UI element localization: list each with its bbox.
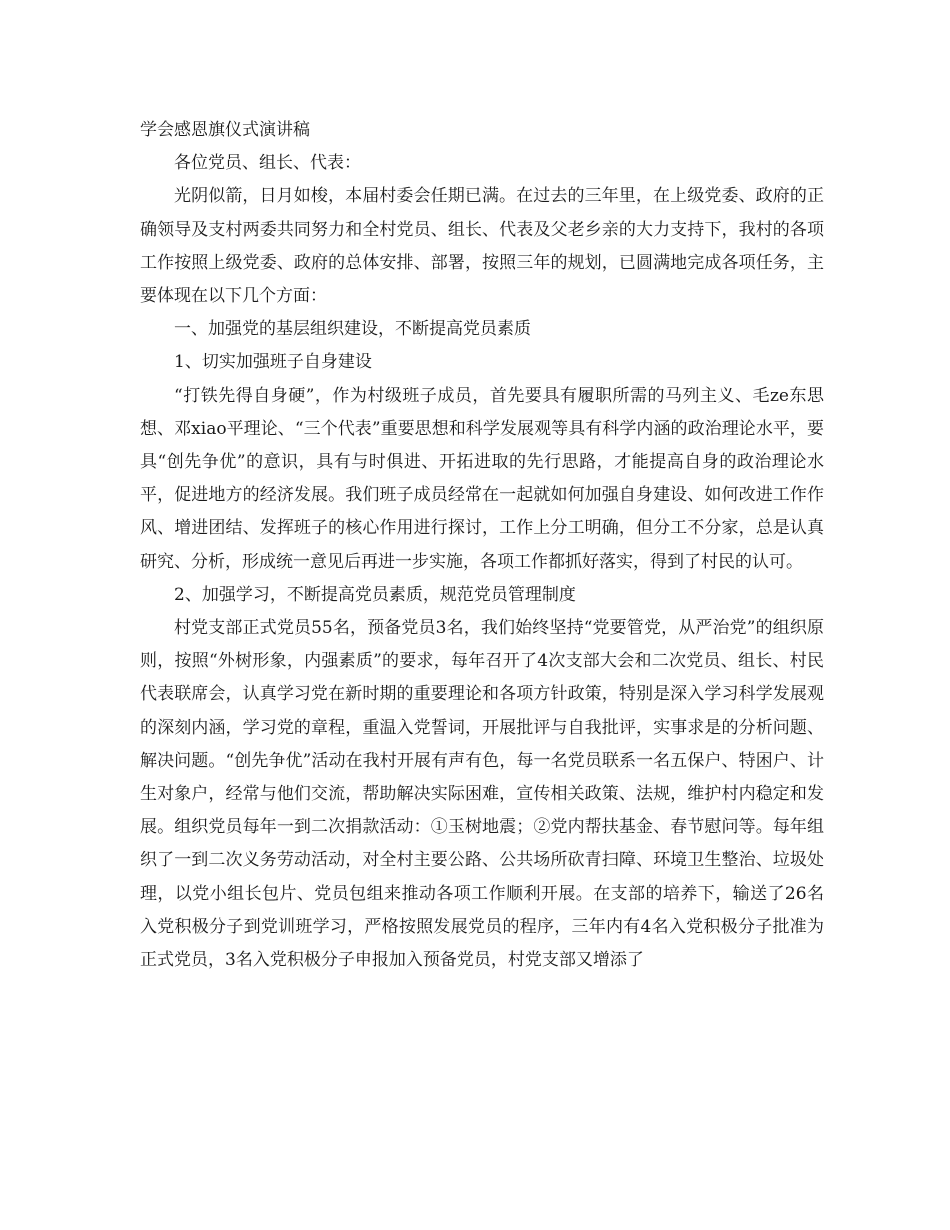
document-title: 学会感恩旗仪式演讲稿 <box>140 120 310 140</box>
section-heading-1: 一、加强党的基层组织建设，不断提高党员素质 <box>174 319 531 340</box>
intro-paragraph: 光阴似箭，日月如梭，本届村委会任期已满。在过去的三年里，在上级党委、政府的正确领导及支村两委共同努力和全村党员、组长、代表及父老乡亲的大力支持下，我村的各项工作按照上级党委、政府的总体安排、部署，按照三年的规划，已圆满地完成各项任务，主要体现在以下几个方面： <box>140 186 824 307</box>
subsection-heading-2: 2、加强学习，不断提高党员素质，规范党员管理制度 <box>174 584 576 605</box>
body-paragraph-2: 村党支部正式党员55名，预备党员3名，我们始终坚持“党要管党，从严治党”的组织原则，按照“外树形象，内强素质”的要求，每年召开了4次支部大会和二次党员、组长、村民代表联席会，认真学习党在新时期的重要理论和各项方针政策，特别是深入学习科学发展观的深刻内涵，学习党的章程，重温入党誓词，开展批评与自我批评，实事求是的分析问题、解决问题。“创先争优”活动在我村开展有声有色，每一名党员联系一名五保户、特困户、计生对象户，经常与他们交流，帮助解决实际困难，宣传相关政策、法规，维护村内稳定和发展。组织党员每年一到二次捐款活动：①玉树地震；②党内帮扶基金、春节慰问等。每年组织了一到二次义务劳动活动，对全村主要公路、公共场所砍青扫障、环境卫生整治、垃圾处理，以党小组长包片、党员包组来推动各项工作顺利开展。在支部的培养下，输送了26名入党积极分子到党训班学习，严格按照发展党员的程序，三年内有4名入党积极分子批准为正式党员，3名入党积极分子申报加入预备党员，村党支部又增添了 <box>140 618 824 971</box>
salutation-paragraph: 各位党员、组长、代表： <box>174 153 361 174</box>
body-paragraph-1: “打铁先得自身硬”，作为村级班子成员，首先要具有履职所需的马列主义、毛ze东思想、邓xiao平理论、“三个代表”重要思想和科学发展观等具有科学内涵的政治理论水平，要具“创先争优”的意识，具有与时俱进、开拓进取的先行思路，才能提高自身的政治理论水平，促进地方的经济发展。我们班子成员经常在一起就如何加强自身建设、如何改进工作作风、增进团结、发挥班子的核心作用进行探讨，工作上分工明确，但分工不分家，总是认真研究、分析，形成统一意见后再进一步实施，各项工作都抓好落实，得到了村民的认可。 <box>140 385 824 572</box>
subsection-heading-1: 1、切实加强班子自身建设 <box>174 352 372 373</box>
document-body <box>140 114 824 977</box>
